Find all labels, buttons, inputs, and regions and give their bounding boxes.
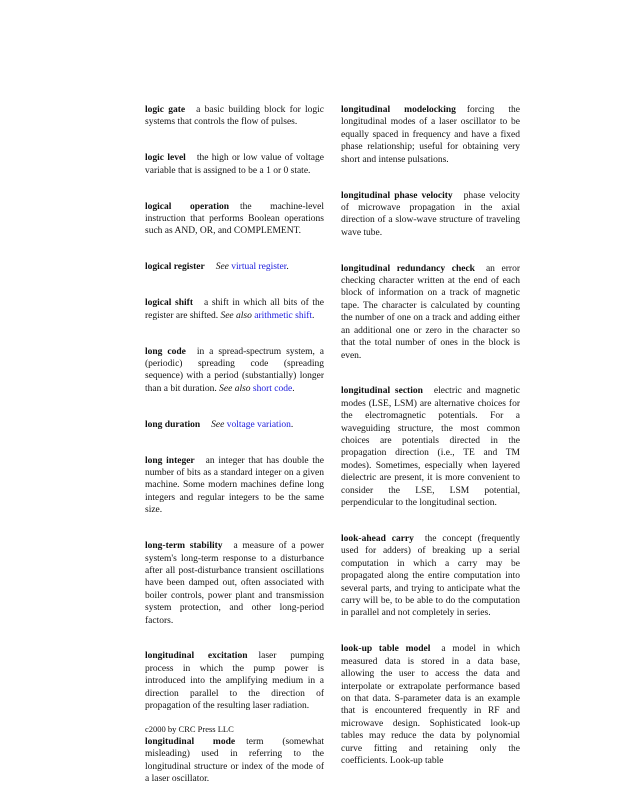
entry-longitudinal-redundancy-check (341, 263, 520, 362)
entry-longitudinal-section (341, 385, 520, 509)
see-label: See (215, 262, 229, 273)
entry-definition: an integer that has double the number of bits as a standard integer on a given machine. Some modern machines define long integers and regular integers to be the same size. (145, 455, 324, 516)
entry-definition: a measure of a power system's long-term response to a disturbance after all post-disturbance transient oscillations have been damped out, often associated with boiler controls, power plant and transmission system protection, and other long-period factors. (145, 541, 324, 626)
entry-term: logic level (145, 153, 186, 164)
entry-long-term-stability (145, 540, 324, 627)
entry-term: logical shift (145, 298, 193, 309)
entry-definition: term (somewhat misleading) used in referring to the longitudinal structure or index of the mode of a laser oscillator. (145, 737, 324, 785)
entry-term: longitudinal mode (145, 737, 236, 747)
entry-definition: the machine-level instruction that performs Boolean operations such as AND, OR, and COMPLEMENT. (145, 201, 324, 237)
entry-definition: the high or low value of voltage variable that is assigned to be a 1 or 0 state. (145, 153, 324, 176)
entry-term: logical register (145, 262, 205, 273)
see-also-label: See also (219, 383, 251, 394)
entry-logical-shift (145, 297, 324, 322)
entry-definition: in a spread-spectrum system, a (periodic) spreading code (spreading sequence) with a period (substantially) longer than a bit duration. (145, 346, 324, 394)
entry-definition: forcing the longitudinal modes of a laser oscillator to be equally spaced in frequency and have a fixed phase relationship; useful for obtaining very short and intense pulsations. (341, 105, 520, 165)
entry-term: look-up table model (341, 644, 431, 655)
entry-long-duration (145, 419, 324, 431)
entry-term: long integer (145, 455, 195, 466)
entry-longitudinal-phase-velocity (341, 190, 520, 240)
punctuation: . (312, 310, 315, 321)
punctuation: . (286, 262, 289, 273)
entry-term: longitudinal section (341, 386, 423, 397)
entry-longitudinal-mode (145, 736, 324, 786)
entry-term: longitudinal modelocking (341, 105, 456, 115)
entry-logic-gate (145, 104, 324, 129)
entry-definition: an error checking character written at the end of each block of information on a track of magnetic tape. The character is calculated by counting the number of one on a track and adding either an additional one or zero in the character so that the total number of ones in the block is even. (341, 263, 520, 361)
entry-term: logic gate (145, 105, 186, 115)
punctuation: . (292, 383, 295, 394)
entry-term: logical operation (145, 201, 230, 212)
entry-term: longitudinal redundancy check (341, 263, 475, 274)
cross-reference-link[interactable]: voltage variation (226, 419, 291, 430)
see-also-label: See also (220, 310, 252, 321)
entry-definition: laser pumping process in which the pump power is introduced into the amplifying medium in a direction parallel to the direction of propagation of the resulting laser radiation. (145, 651, 324, 712)
entry-term: look-ahead carry (341, 533, 414, 544)
entry-term: long duration (145, 419, 201, 430)
left-column (145, 104, 324, 809)
entry-term: longitudinal excitation (145, 651, 248, 662)
entry-longitudinal-excitation (145, 650, 324, 712)
entry-definition: electric and magnetic modes (LSE, LSM) are alternative choices for the electromagnetic potentials. For a waveguiding structure, the most common choices are potentials directed in the propagation direction (i.e., TE and TM modes). Sometimes, especially when layered dielectric are present, it is more convenient to consider the LSE, LSM potential, perpendicular to the longitudinal section. (341, 386, 520, 509)
copyright-footer: c2000 by CRC Press LLC (145, 724, 234, 734)
entry-definition: the concept (frequently used for adders) of breaking up a serial computation in which a carry may be propagated along the entire computation into several parts, and trying to anticipate what the carry will be, to be able to do the computation in parallel and not completely in series. (341, 533, 520, 619)
see-label: See (211, 419, 225, 430)
entry-look-up-table-model (341, 643, 520, 767)
cross-reference-link[interactable]: virtual register (231, 262, 287, 273)
entry-term: long-term stability (145, 541, 223, 552)
right-column (341, 104, 520, 791)
entry-logic-level (145, 152, 324, 177)
punctuation: . (290, 419, 294, 430)
entry-term: longitudinal phase velocity (341, 190, 453, 201)
cross-reference-link[interactable]: arithmetic shift (254, 310, 313, 321)
entry-long-code (145, 346, 324, 396)
entry-longitudinal-modelocking (341, 104, 520, 166)
entry-definition: a basic building block for logic systems that controls the flow of pulses. (145, 105, 324, 128)
entry-look-ahead-carry (341, 533, 520, 620)
entry-definition: a shift in which all bits of the register are shifted. (145, 298, 324, 321)
entry-long-integer (145, 455, 324, 517)
entry-logical-register (145, 261, 324, 273)
cross-reference-link[interactable]: short code (252, 383, 293, 394)
entry-definition: a model in which measured data is stored in a data base, allowing the user to access the data and interpolate or extrapolate performance based on that data. S-parameter data is an example that is encountered frequently in RF and microwave design. Sophisticated look-up tables may reduce the data by polynomial curve fitting and retaining only the coefficients. Look-up table (341, 644, 520, 766)
entry-term: long code (145, 346, 186, 357)
entry-logical-operation (145, 201, 324, 238)
entry-definition: phase velocity of microwave propagation in the axial direction of a slow-wave structure of traveling wave tube. (341, 190, 521, 238)
